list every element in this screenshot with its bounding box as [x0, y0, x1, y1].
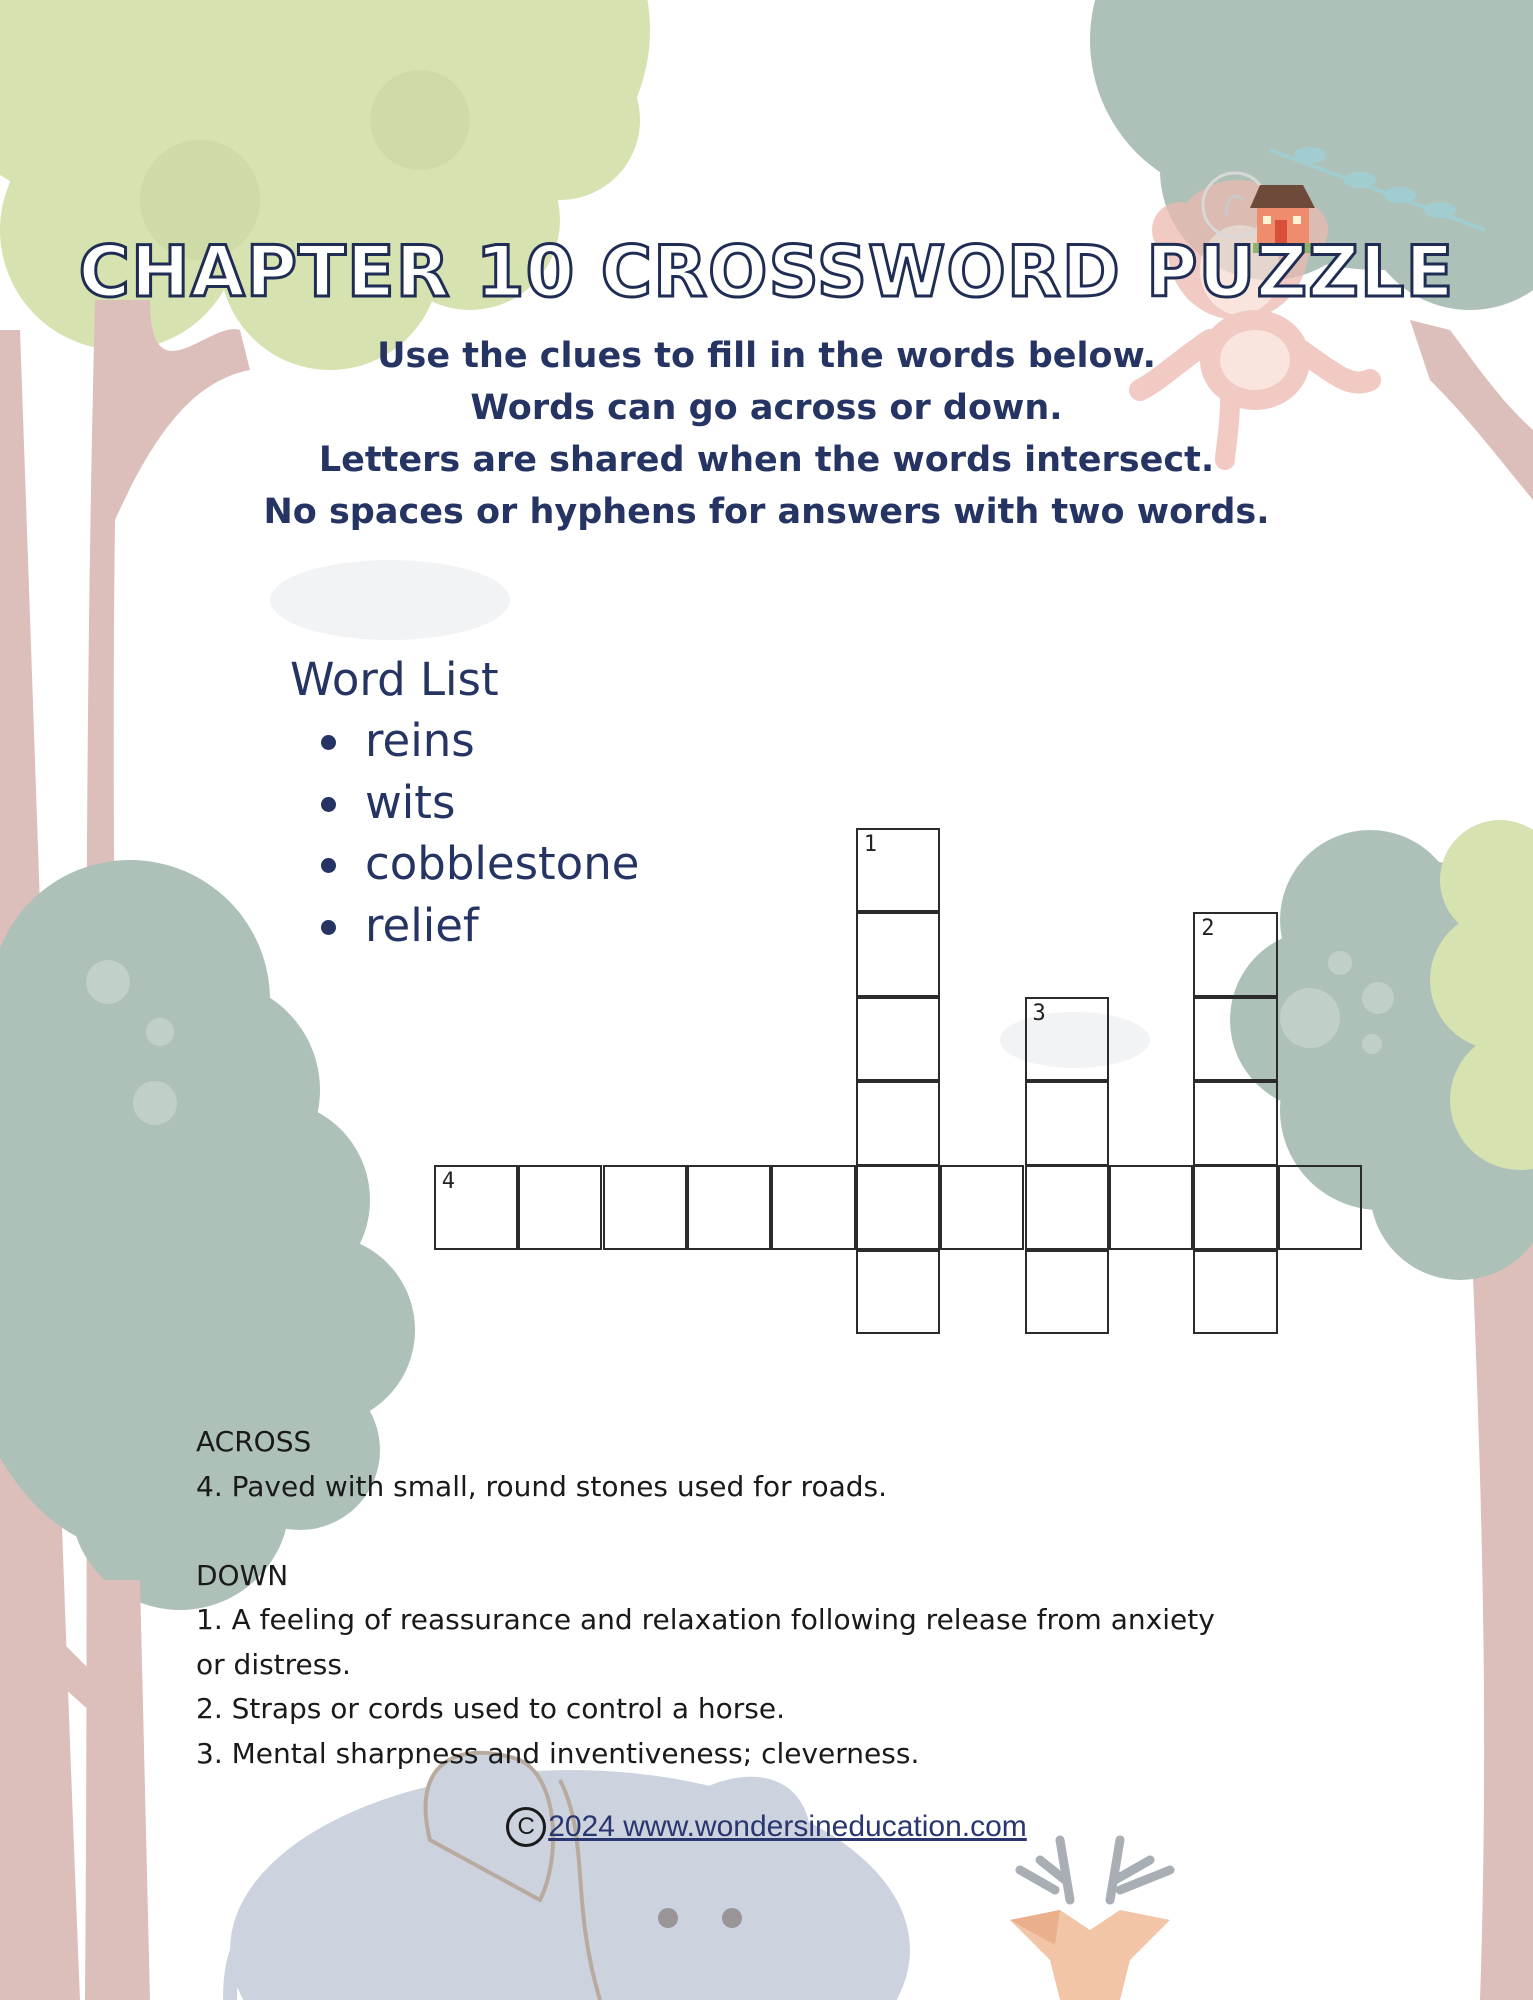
clue-number: 3	[1032, 1000, 1046, 1026]
crossword-cell[interactable]	[603, 1165, 687, 1249]
down-clue: or distress.	[196, 1647, 351, 1681]
crossword-cell[interactable]	[1025, 1165, 1109, 1249]
crossword-cell[interactable]	[518, 1165, 602, 1249]
word-list-item: reins	[365, 710, 639, 772]
word-list-item: cobblestone	[365, 833, 639, 895]
bullet-icon	[321, 797, 336, 812]
crossword-cell[interactable]	[1025, 997, 1109, 1081]
crossword-cell[interactable]	[1025, 1250, 1109, 1334]
crossword-cell[interactable]	[1278, 1165, 1362, 1249]
across-clue: 4. Paved with small, round stones used for roads.	[196, 1469, 887, 1503]
crossword-cell[interactable]	[1025, 1081, 1109, 1165]
bullet-icon	[321, 920, 336, 935]
crossword-cell[interactable]	[687, 1165, 771, 1249]
crossword-cell[interactable]	[1193, 1165, 1277, 1249]
instructions	[0, 330, 1533, 538]
word-list-item: relief	[365, 895, 639, 957]
crossword-cell[interactable]	[856, 828, 940, 912]
page-title: CHAPTER 10 CROSSWORD PUZZLE	[78, 231, 1455, 313]
word-list-item: wits	[365, 772, 639, 834]
crossword-cell[interactable]	[856, 997, 940, 1081]
crossword-cell[interactable]	[1109, 1165, 1193, 1249]
crossword-cell[interactable]	[856, 912, 940, 996]
crossword-cell[interactable]	[1193, 1081, 1277, 1165]
clue-number: 4	[441, 1169, 455, 1195]
crossword-cell[interactable]	[856, 1081, 940, 1165]
website-link[interactable]: 2024 www.wondersineducation.com	[548, 1810, 1027, 1843]
crossword-cell[interactable]	[1193, 997, 1277, 1081]
down-clue: 1. A feeling of reassurance and relaxation following release from anxiety	[196, 1603, 1215, 1636]
crossword-cell[interactable]	[856, 1165, 940, 1249]
instruction-line: Words can go across or down.	[470, 388, 1063, 428]
down-clue: 3. Mental sharpness and inventiveness; cleverness.	[196, 1736, 920, 1770]
crossword-cell[interactable]	[1193, 912, 1277, 996]
clues	[196, 1420, 1246, 1776]
crossword-cell[interactable]	[1193, 1250, 1277, 1334]
across-heading: ACROSS	[196, 1425, 312, 1458]
word-list-heading: Word List	[290, 653, 499, 706]
instruction-line: Use the clues to fill in the words below.	[377, 336, 1156, 376]
instruction-line: No spaces or hyphens for answers with two words.	[263, 492, 1270, 532]
instruction-line: Letters are shared when the words intersect.	[318, 440, 1215, 480]
clue-number: 2	[1201, 916, 1215, 942]
crossword-cell[interactable]	[856, 1250, 940, 1334]
footer	[0, 1807, 1533, 1847]
down-clue: 2. Straps or cords used to control a horse.	[196, 1692, 786, 1725]
word-list	[290, 650, 639, 956]
crossword-cell[interactable]	[940, 1165, 1024, 1249]
deer-illustration	[1010, 1840, 1170, 2000]
clue-number: 1	[863, 832, 877, 857]
crossword-cell[interactable]	[771, 1165, 855, 1249]
crossword-cell[interactable]	[434, 1165, 518, 1249]
elephant-illustration	[230, 1753, 910, 2000]
bullet-icon	[321, 735, 336, 750]
bullet-icon	[321, 858, 336, 873]
copyright-icon: C	[506, 1807, 546, 1847]
down-heading: DOWN	[196, 1558, 289, 1592]
